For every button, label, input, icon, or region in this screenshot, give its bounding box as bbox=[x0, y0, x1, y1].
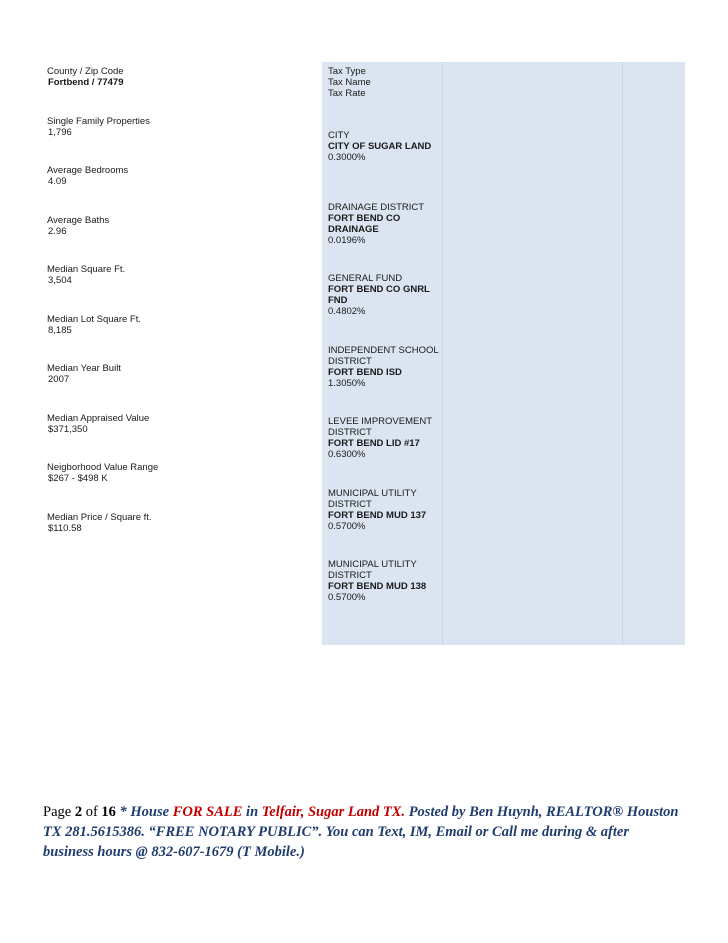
tax-item-school bbox=[328, 345, 440, 417]
tax-rate: 0.5700% bbox=[328, 520, 366, 532]
tax-item-general-fund bbox=[328, 273, 440, 345]
tax-type: DRAINAGE DISTRICT bbox=[328, 201, 425, 213]
tax-item-city bbox=[328, 130, 440, 202]
tax-name-header: Tax Name bbox=[328, 77, 371, 88]
stat-single-family bbox=[47, 116, 307, 166]
tax-item-mud-137 bbox=[328, 488, 440, 560]
stat-value: 2007 bbox=[48, 374, 70, 385]
stat-lot-square-ft bbox=[47, 314, 307, 364]
stat-value: 3,504 bbox=[48, 275, 72, 286]
tax-name: FORT BEND LID #17 bbox=[328, 438, 420, 449]
stat-label: County / Zip Code bbox=[47, 66, 124, 77]
tax-item-drainage bbox=[328, 202, 440, 274]
tax-type: MUNICIPAL UTILITY DISTRICT bbox=[328, 559, 417, 581]
of-word: of bbox=[85, 804, 98, 820]
tax-rate: 0.6300% bbox=[328, 449, 366, 460]
tax-table bbox=[322, 62, 685, 645]
stat-label: Average Bedrooms bbox=[47, 165, 129, 176]
tax-list bbox=[328, 66, 440, 631]
footer-text-realtor: REALTOR® Houston TX 281.5615386. “FREE NOTARY PUBLIC”. bbox=[43, 804, 679, 840]
page-total: 16 bbox=[101, 804, 116, 820]
footer-text-in: in bbox=[246, 804, 259, 820]
stat-year-built bbox=[47, 363, 307, 413]
tax-type: GENERAL FUND bbox=[328, 273, 403, 284]
page-number: 2 bbox=[74, 804, 83, 820]
tax-type: INDEPENDENT SCHOOL DISTRICT bbox=[328, 344, 439, 367]
tax-rate: 0.0196% bbox=[328, 234, 366, 246]
stat-baths bbox=[47, 215, 307, 265]
stat-label: Neigborhood Value Range bbox=[47, 462, 159, 473]
tax-name: FORT BEND ISD bbox=[328, 366, 402, 378]
tax-item-levee bbox=[328, 416, 440, 488]
footer-text-contact: You can Text, IM, Email or Call me during & after business hours @ 832-607-1679 (T Mobile.) bbox=[43, 824, 629, 860]
tax-header bbox=[328, 66, 440, 130]
stat-value: $267 - $498 K bbox=[48, 473, 108, 484]
tax-rate: 0.4802% bbox=[328, 306, 366, 317]
tax-name: FORT BEND CO GNRL FND bbox=[328, 284, 430, 306]
stat-value: 1,796 bbox=[48, 126, 72, 138]
tax-item-mud-138 bbox=[328, 559, 440, 631]
column-divider bbox=[622, 62, 623, 645]
stat-value: 8,185 bbox=[48, 324, 72, 336]
footer-text-posted-by: Posted by Ben Huynh, bbox=[408, 804, 543, 820]
tax-rate: 1.3050% bbox=[328, 377, 366, 389]
property-stats bbox=[47, 66, 307, 561]
tax-name: CITY OF SUGAR LAND bbox=[328, 141, 432, 152]
tax-name: FORT BEND MUD 138 bbox=[328, 581, 427, 592]
tax-type-header: Tax Type bbox=[328, 66, 366, 77]
footer-text-location: Telfair, Sugar Land TX. bbox=[261, 804, 406, 820]
tax-rate-header: Tax Rate bbox=[328, 88, 366, 99]
column-divider bbox=[442, 62, 443, 645]
stat-value: $371,350 bbox=[48, 423, 88, 435]
stat-label: Median Lot Square Ft. bbox=[47, 313, 141, 325]
stat-label: Median Square Ft. bbox=[47, 264, 126, 275]
tax-type: CITY bbox=[328, 130, 350, 141]
stat-value: 4.09 bbox=[48, 176, 67, 187]
stat-label: Median Year Built bbox=[47, 363, 121, 374]
stat-county-zip bbox=[47, 66, 307, 116]
stat-price-per-sqft bbox=[47, 512, 307, 562]
stat-value: 2.96 bbox=[48, 225, 67, 237]
tax-name: FORT BEND CO DRAINAGE bbox=[328, 212, 401, 235]
stat-label: Single Family Properties bbox=[47, 115, 150, 127]
stat-bedrooms bbox=[47, 165, 307, 215]
stat-value: Fortbend / 77479 bbox=[48, 77, 124, 88]
stat-appraised-value bbox=[47, 413, 307, 463]
stat-value: $110.58 bbox=[48, 522, 82, 534]
stat-label: Median Appraised Value bbox=[47, 412, 150, 424]
tax-rate: 0.3000% bbox=[328, 152, 366, 163]
stat-label: Average Baths bbox=[47, 214, 110, 226]
stat-value-range bbox=[47, 462, 307, 512]
tax-rate: 0.5700% bbox=[328, 592, 366, 603]
footer-text-for-sale: FOR SALE bbox=[172, 804, 243, 820]
stat-square-ft bbox=[47, 264, 307, 314]
tax-type: LEVEE IMPROVEMENT DISTRICT bbox=[328, 416, 432, 438]
tax-name: FORT BEND MUD 137 bbox=[328, 509, 427, 521]
page-word: Page bbox=[43, 804, 72, 820]
stat-label: Median Price / Square ft. bbox=[47, 511, 152, 523]
tax-type: MUNICIPAL UTILITY DISTRICT bbox=[328, 487, 417, 510]
footer-text-house: * House bbox=[119, 804, 170, 820]
page-footer bbox=[43, 802, 683, 862]
